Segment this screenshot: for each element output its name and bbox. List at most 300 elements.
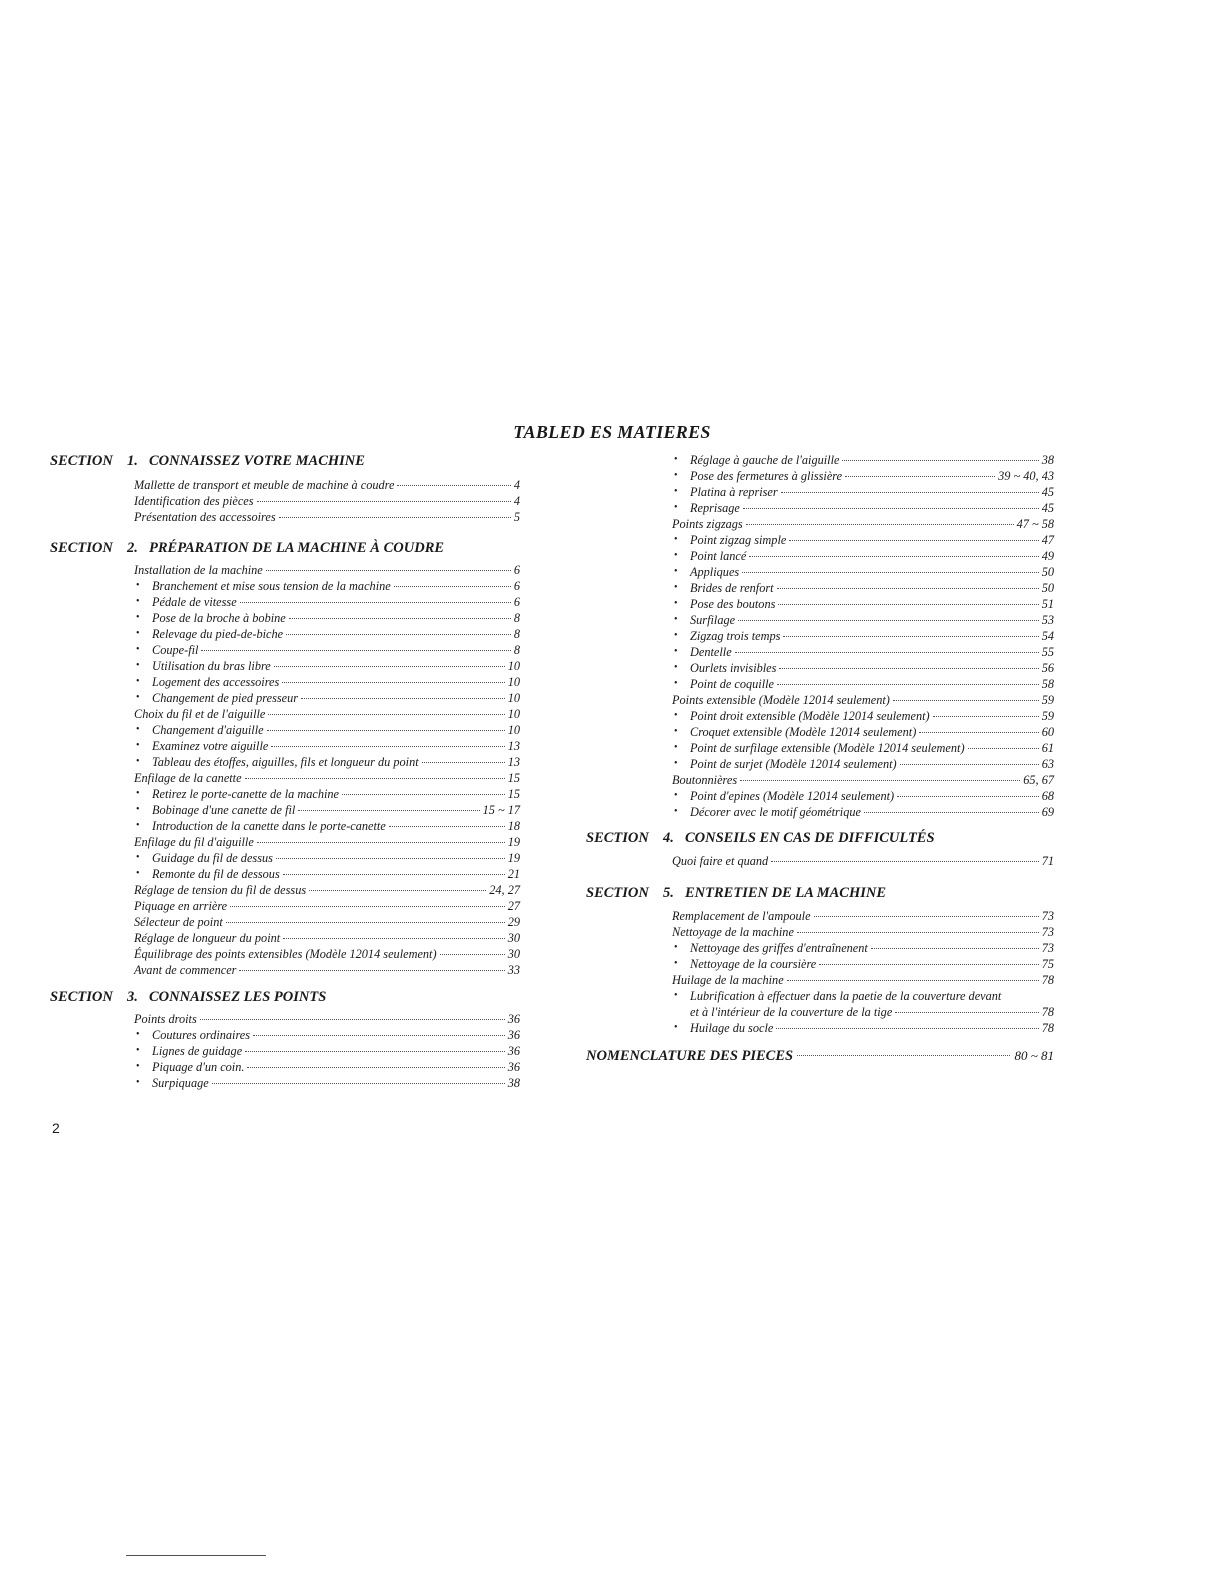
leader-dots [746,524,1014,525]
section-number: 4. [663,830,674,846]
toc-entry-text: Huilage de la machine [672,973,784,987]
toc-entry-page: 15 [507,771,520,785]
section-heading [586,828,1054,848]
toc-entry-text: • Branchement et mise sous tension de la machine [152,579,391,593]
toc-entries [672,908,1054,1036]
leader-dots [342,794,505,795]
toc-subentry [672,500,1054,516]
toc-entry-page: 18 [507,819,520,833]
toc-entry [134,562,520,578]
toc-entry-page: 78 [1041,1005,1054,1019]
toc-entry-page: 21 [507,867,520,881]
toc-entry-page: 68 [1041,789,1054,803]
leader-dots [397,485,510,486]
toc-entries [672,853,1054,869]
toc-entry-page: 13 [507,739,520,753]
toc-entry-text: • Piquage d'un coin. [152,1060,245,1074]
leader-dots [276,858,505,859]
toc-entry-page: 5 [513,510,520,524]
leader-dots [871,948,1039,949]
toc-entry-text: Sélecteur de point [134,915,223,929]
toc-entry [134,493,520,509]
toc-subentry [672,740,1054,756]
toc-entry-text: • Remonte du fil de dessous [152,867,280,881]
toc-entries [134,1011,520,1091]
toc-entry-page: 78 [1041,1021,1054,1035]
toc-entry-text: • Examinez votre aiguille [152,739,269,753]
toc-entry [672,908,1054,924]
toc-entry-text: • Brides de renfort [690,581,774,595]
toc-subentry [672,956,1054,972]
toc-entry-page: 15 [507,787,520,801]
leader-dots [738,620,1039,621]
toc-subentry [672,580,1054,596]
leader-dots [789,540,1038,541]
nomenclature-title: NOMENCLATURE DES PIECES [586,1048,794,1064]
toc-entry-page: 50 [1041,565,1054,579]
toc-subentry [134,850,520,866]
leader-dots [257,842,505,843]
toc-subentry [672,724,1054,740]
toc-entry-text: Équilibrage des points extensibles (Modèle 12014 seulement) [134,947,437,961]
leader-dots [919,732,1038,733]
toc-entry-text: Nettoyage de la machine [672,925,794,939]
toc-entry-text: • Introduction de la canette dans le porte-canette [152,819,386,833]
toc-entry-page: 73 [1041,909,1054,923]
toc-entry-page: 47 [1041,533,1054,547]
toc-entry-text: • Nettoyage des griffes d'entraînenent [690,941,868,955]
toc-entry [134,882,520,898]
toc-subentry [134,818,520,834]
toc-entry-text: • Point droit extensible (Modèle 12014 seulement) [690,709,930,723]
toc-entry-page: 8 [513,643,520,657]
toc-entry-text: Enfilage du fil d'aiguille [134,835,254,849]
leader-dots [422,762,505,763]
toc-subentry [134,1027,520,1043]
section-label: SECTION [586,830,649,846]
section-heading [586,883,1054,903]
leader-dots [777,684,1039,685]
toc-entry-page: 63 [1041,757,1054,771]
toc-entry-text: Présentation des accessoires [134,510,276,524]
leader-dots [864,812,1039,813]
toc-entry-text: Remplacement de l'ampoule [672,909,811,923]
toc-entry-text: • Changement d'aiguille [152,723,264,737]
section-title: CONNAISSEZ VOTRE MACHINE [149,453,365,469]
leader-dots [200,1019,505,1020]
toc-subentry [134,802,520,818]
toc-entry-page: 13 [507,755,520,769]
toc-entry-text: • Coutures ordinaires [152,1028,251,1042]
leader-dots [440,954,505,955]
toc-entry-text: • Point lancé [690,549,747,563]
toc-section-4 [586,828,1054,869]
leader-dots [743,508,1039,509]
leader-dots [266,570,511,571]
leader-dots [230,906,505,907]
leader-dots [289,618,511,619]
section-heading [50,987,520,1007]
leader-dots [749,556,1038,557]
toc-subentry [134,754,520,770]
leader-dots [298,810,479,811]
toc-entry-text: Avant de commencer [134,963,237,977]
toc-entry-text: • Croquet extensible (Modèle 12014 seulement) [690,725,917,739]
toc-entries [134,477,520,525]
page-title: TABLED ES MATIERES [513,422,711,442]
leader-dots [283,874,505,875]
toc-entry [134,946,520,962]
toc-entry-page: 71 [1041,854,1054,868]
toc-entry-page: 6 [513,563,520,577]
leader-dots [783,636,1038,637]
toc-subentry [134,690,520,706]
toc-subentry [672,676,1054,692]
toc-entry-text: • Surpiquage [152,1076,209,1090]
toc-section-1 [50,451,520,525]
leader-dots [201,650,510,651]
toc-entries [134,562,520,978]
toc-subentry [672,596,1054,612]
toc-entry-page: 54 [1041,629,1054,643]
leader-dots [777,588,1039,589]
toc-entry-text: • Pose de la broche à bobine [152,611,286,625]
toc-entry-page: 47 ~ 58 [1016,517,1054,531]
leader-dots [779,668,1038,669]
toc-subentry [134,594,520,610]
toc-entry-text: Boutonnières [672,773,738,787]
leader-dots [239,970,504,971]
toc-subentry [672,612,1054,628]
toc-entry-text: Réglage de longueur du point [134,931,281,945]
section-title: ENTRETIEN DE LA MACHINE [685,885,887,901]
toc-entry-page: 4 [513,494,520,508]
toc-entry-text: Points droits [134,1012,197,1026]
toc-continuation [672,452,1054,820]
toc-entry-page: 59 [1041,709,1054,723]
toc-entry-text: Réglage de tension du fil de dessus [134,883,307,897]
toc-subentry [134,722,520,738]
toc-subentry [134,578,520,594]
leader-dots [309,890,486,891]
toc-entry-text: et à l'intérieur de la couverture de la tige [690,1005,893,1019]
toc-entry-text: • Décorer avec le motif géométrique [690,805,861,819]
toc-subentry [672,532,1054,548]
toc-entry-page: 15 ~ 17 [482,803,520,817]
toc-subentry [134,626,520,642]
toc-entry-text: • Tableau des étoffes, aiguilles, fils et longueur du point [152,755,419,769]
toc-entry-page: 10 [507,691,520,705]
leader-dots [787,980,1039,981]
toc-entry-page: 36 [507,1060,520,1074]
leader-dots [842,460,1038,461]
toc-entry [134,898,520,914]
leader-dots [240,602,511,603]
toc-entry-page: 78 [1041,973,1054,987]
leader-dots [286,634,511,635]
toc-entry-page: 4 [513,478,520,492]
toc-entry-page: 59 [1041,693,1054,707]
toc-subentry [134,658,520,674]
toc-entry-text: • Point d'epines (Modèle 12014 seulement) [690,789,895,803]
leader-dots [933,716,1039,717]
toc-entry-text: • Réglage à gauche de l'aiguille [690,453,840,467]
toc-entry-text: • Guidage du fil de dessus [152,851,273,865]
leader-dots [271,746,504,747]
toc-entry [134,770,520,786]
section-title: CONNAISSEZ LES POINTS [149,989,327,1005]
leader-dots [742,572,1039,573]
toc-entry-page: 51 [1041,597,1054,611]
toc-entry-text: Quoi faire et quand [672,854,769,868]
section-label: SECTION [50,453,113,469]
leader-dots [735,652,1039,653]
leader-dots [893,700,1039,701]
toc-entry-page: 24, 27 [489,883,520,897]
toc-entry [134,962,520,978]
leader-dots [257,501,511,502]
toc-subentry [134,674,520,690]
leader-dots [797,1055,1010,1056]
toc-subentry [672,484,1054,500]
toc-entry-page: 61 [1041,741,1054,755]
leader-dots [301,698,505,699]
toc-entry-page: 38 [1041,453,1054,467]
section-title: CONSEILS EN CAS DE DIFFICULTÉS [685,830,935,846]
toc-subentry [672,644,1054,660]
toc-subentry [134,610,520,626]
toc-entry-text: Points zigzags [672,517,743,531]
toc-entry-page: 36 [507,1012,520,1026]
toc-entry-text: • Nettoyage de la coursière [690,957,817,971]
toc-subentry [672,468,1054,484]
leader-dots [897,796,1039,797]
leader-dots [247,1067,504,1068]
leader-dots [268,714,504,715]
toc-entry-page: 27 [507,899,520,913]
toc-entry [134,914,520,930]
toc-entry-text: • Coupe-fil [152,643,199,657]
toc-entry-page: 65, 67 [1023,773,1054,787]
toc-entry-page: 10 [507,659,520,673]
toc-subentry [134,866,520,882]
leader-dots [267,730,505,731]
toc-entry-text: • Ourlets invisibles [690,661,777,675]
leader-dots [282,682,504,683]
leader-dots [740,780,1020,781]
toc-entry-page: 29 [507,915,520,929]
toc-entry-text: • Zigzag trois temps [690,629,781,643]
leader-dots [394,586,511,587]
toc-entry-text: • Huilage du socle [690,1021,774,1035]
toc-entry-text: • Bobinage d'une canette de fil [152,803,296,817]
toc-entry-text: Enfilage de la canette [134,771,242,785]
toc-subentry [672,988,1054,1004]
toc-entry-page: 10 [507,723,520,737]
toc-entry-page: 60 [1041,725,1054,739]
toc-entry-text: Identification des pièces [134,494,254,508]
section-number: 5. [663,885,674,901]
nomenclature-entry [586,1048,1054,1065]
toc-entry [134,834,520,850]
toc-entry-text: • Logement des accessoires [152,675,280,689]
leader-dots [781,492,1039,493]
toc-entry-page: 50 [1041,581,1054,595]
toc-entry-page: 19 [507,851,520,865]
leader-dots [776,1028,1038,1029]
toc-section-3 [50,987,520,1091]
toc-subentry [134,642,520,658]
leader-dots [245,778,505,779]
toc-entry-page: 45 [1041,501,1054,515]
toc-entries [672,452,1054,820]
section-number: 1. [127,453,138,469]
toc-entry-page: 53 [1041,613,1054,627]
toc-entry-page: 56 [1041,661,1054,675]
toc-entry-page: 6 [513,579,520,593]
toc-entry-page: 36 [507,1044,520,1058]
toc-entry-text: • Utilisation du bras libre [152,659,271,673]
toc-subentry [134,1075,520,1091]
leader-dots [845,476,995,477]
toc-entry-page: 75 [1041,957,1054,971]
toc-entry-text: Choix du fil et de l'aiguille [134,707,266,721]
toc-entry-page: 55 [1041,645,1054,659]
toc-entry [672,972,1054,988]
toc-entry [672,516,1054,532]
toc-subentry [672,804,1054,820]
toc-entry-text: • Retirez le porte-canette de la machine [152,787,340,801]
toc-entry-page: 19 [507,835,520,849]
toc-entry-text: Mallette de transport et meuble de machine à coudre [134,478,395,492]
toc-subentry [134,1059,520,1075]
toc-entry-page: 30 [507,947,520,961]
toc-entry-page: 49 [1041,549,1054,563]
toc-subentry [672,940,1054,956]
section-label: SECTION [586,885,649,901]
section-number: 3. [127,989,138,1005]
toc-entry-page: 30 [507,931,520,945]
toc-entry [134,509,520,525]
section-heading [50,538,520,558]
leader-dots [778,604,1038,605]
toc-entry-page: 6 [513,595,520,609]
toc-entry [134,477,520,493]
toc-entry-page: 10 [507,707,520,721]
leader-dots [968,748,1039,749]
toc-entry-text: • Reprisage [690,501,740,515]
toc-section-5 [586,883,1054,1036]
toc-entry-text: • Lignes de guidage [152,1044,243,1058]
leader-dots [900,764,1039,765]
toc-section-2 [50,538,520,978]
leader-dots [274,666,505,667]
toc-entry [134,930,520,946]
toc-entry-text: • Surfilage [690,613,736,627]
section-heading [50,451,520,471]
leader-dots [245,1051,505,1052]
page-number: 2 [52,1120,60,1136]
toc-entry-text: • Appliques [690,565,740,579]
toc-entry-text: • Lubrification à effectuer dans la paetie de la couverture devant [690,989,1002,1003]
toc-entry-text: • Changement de pied presseur [152,691,299,705]
section-label: SECTION [50,989,113,1005]
toc-subentry [672,708,1054,724]
footer-rule [126,1555,266,1556]
toc-entry [134,706,520,722]
toc-entry-page: 58 [1041,677,1054,691]
toc-entry-page: 10 [507,675,520,689]
toc-entry-page: 73 [1041,941,1054,955]
leader-dots [389,826,505,827]
toc-subentry [134,1043,520,1059]
section-title: PRÉPARATION DE LA MACHINE À COUDRE [149,540,445,556]
toc-entry [672,692,1054,708]
toc-subentry [134,786,520,802]
toc-entry-page: 36 [507,1028,520,1042]
toc-entry-text: • Pose des boutons [690,597,776,611]
toc-subentry [672,564,1054,580]
toc-entry-text: • Platina à repriser [690,485,778,499]
toc-subentry [672,1020,1054,1036]
toc-entry-text: • Pédale de vitesse [152,595,237,609]
section-label: SECTION [50,540,113,556]
toc-subentry [672,660,1054,676]
toc-subentry [672,788,1054,804]
toc-subentry [672,756,1054,772]
toc-entry [134,1011,520,1027]
section-number: 2. [127,540,138,556]
toc-entry-page: 8 [513,611,520,625]
toc-entry-text: • Point zigzag simple [690,533,787,547]
toc-entry [672,924,1054,940]
toc-subentry [672,548,1054,564]
toc-entry-page: 45 [1041,485,1054,499]
toc-entry-page: 69 [1041,805,1054,819]
toc-entry [672,1004,1054,1020]
toc-entry-page: 33 [507,963,520,977]
toc-entry-text: • Point de surfilage extensible (Modèle 12014 seulement) [690,741,965,755]
toc-entry-text: Points extensible (Modèle 12014 seulement) [672,693,890,707]
toc-entry-page: 38 [507,1076,520,1090]
toc-subentry [672,452,1054,468]
toc-entry-page: 39 ~ 40, 43 [998,469,1054,483]
leader-dots [771,861,1039,862]
toc-entry-page: 8 [513,627,520,641]
leader-dots [797,932,1039,933]
leader-dots [253,1035,505,1036]
leader-dots [226,922,505,923]
leader-dots [819,964,1038,965]
toc-entry-text: • Point de surjet (Modèle 12014 seulement) [690,757,897,771]
toc-entry [672,772,1054,788]
leader-dots [814,916,1039,917]
toc-entry-text: • Pose des fermetures à glissière [690,469,843,483]
toc-entry-text: • Point de coquille [690,677,775,691]
leader-dots [212,1083,505,1084]
leader-dots [895,1012,1038,1013]
toc-entry-text: Piquage en arrière [134,899,228,913]
toc-subentry [134,738,520,754]
toc-subentry [672,628,1054,644]
toc-entry-page: 73 [1041,925,1054,939]
toc-entry [672,853,1054,869]
leader-dots [283,938,505,939]
toc-entry-text: • Relevage du pied-de-biche [152,627,284,641]
nomenclature-page: 80 ~ 81 [1014,1048,1054,1063]
toc-entry-text: Installation de la machine [134,563,263,577]
leader-dots [279,517,511,518]
